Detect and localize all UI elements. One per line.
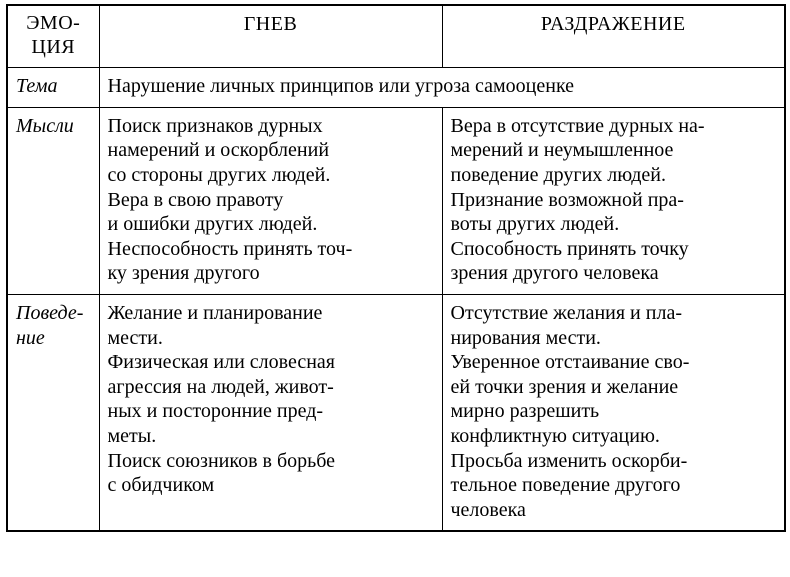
cell-behavior-irritation-line-9: человека — [450, 498, 526, 521]
row-label-thoughts-line-1: Мысли — [16, 114, 74, 137]
cell-theme-line-1: Нарушение личных принципов или угроза самооценке — [107, 75, 575, 98]
cell-behavior-irritation-line-5: мирно разрешить — [450, 400, 600, 423]
cell-theme-merged — [99, 68, 785, 108]
row-label-theme-line-1: Тема — [16, 75, 58, 98]
cell-thoughts-anger-line-5: и ошибки других людей. — [107, 213, 318, 236]
table-body — [7, 68, 785, 532]
cell-thoughts-irritation-line-6: Способность принять точку — [450, 237, 689, 260]
cell-behavior-anger-line-5: ных и посторонние пред- — [107, 400, 324, 423]
cell-thoughts-anger-line-3: со стороны других людей. — [107, 163, 331, 186]
cell-thoughts-irritation-line-2: мерений и неумышленное — [450, 139, 674, 162]
row-label-theme — [7, 68, 99, 108]
table-row-behavior — [7, 294, 785, 531]
cell-behavior-irritation-line-4: ей точки зрения и желание — [450, 375, 679, 398]
cell-behavior-irritation-line-6: конфликтную ситуацию. — [450, 424, 660, 447]
table-header — [7, 5, 785, 68]
header-emotion-line-1: ЭМО- — [26, 12, 81, 34]
row-label-behavior-line-1: Поведе- — [16, 301, 84, 324]
row-label-behavior-line-2: ние — [16, 326, 45, 349]
header-row — [7, 5, 785, 68]
cell-thoughts-anger-line-2: намерений и оскорблений — [107, 139, 330, 162]
row-label-behavior — [7, 294, 99, 531]
cell-thoughts-irritation-line-5: воты других людей. — [450, 213, 620, 236]
header-irritation: РАЗДРАЖЕНИЕ — [442, 5, 785, 68]
cell-thoughts-anger-line-1: Поиск признаков дурных — [107, 114, 323, 137]
cell-behavior-anger-line-1: Желание и планирование — [107, 301, 323, 324]
header-emotion-line-2: ЦИЯ — [31, 35, 76, 58]
cell-thoughts-anger-line-6: Неспособность принять точ- — [107, 237, 353, 260]
cell-behavior-anger — [99, 294, 442, 531]
table-row-theme — [7, 68, 785, 108]
cell-behavior-anger-line-4: агрессия на людей, живот- — [107, 375, 334, 398]
header-emotion — [7, 5, 99, 68]
row-label-thoughts — [7, 107, 99, 294]
cell-thoughts-anger-line-4: Вера в свою правоту — [107, 188, 284, 211]
cell-thoughts-irritation — [442, 107, 785, 294]
emotion-comparison-table — [6, 4, 786, 532]
cell-thoughts-irritation-line-4: Признание возможной пра- — [450, 188, 684, 211]
table-row-thoughts — [7, 107, 785, 294]
cell-behavior-anger-line-3: Физическая или словесная — [107, 351, 336, 374]
cell-thoughts-irritation-line-1: Вера в отсутствие дурных на- — [450, 114, 705, 137]
cell-behavior-anger-line-6: меты. — [107, 424, 157, 447]
cell-behavior-irritation-line-8: тельное поведение другого — [450, 474, 681, 497]
cell-behavior-irritation — [442, 294, 785, 531]
cell-behavior-anger-line-7: Поиск союзников в борьбе — [107, 449, 336, 472]
header-anger: ГНЕВ — [99, 5, 442, 68]
cell-behavior-irritation-line-1: Отсутствие желания и пла- — [450, 301, 682, 324]
cell-behavior-anger-line-2: мести. — [107, 326, 163, 349]
cell-behavior-anger-line-8: с обидчиком — [107, 474, 215, 497]
cell-behavior-irritation-line-7: Просьба изменить оскорби- — [450, 449, 688, 472]
cell-thoughts-irritation-line-7: зрения другого человека — [450, 262, 659, 285]
cell-thoughts-anger-line-7: ку зрения другого — [107, 262, 260, 285]
cell-behavior-irritation-line-3: Уверенное отстаивание сво- — [450, 351, 690, 374]
cell-thoughts-irritation-line-3: поведение других людей. — [450, 163, 666, 186]
cell-behavior-irritation-line-2: нирования мести. — [450, 326, 601, 349]
cell-thoughts-anger — [99, 107, 442, 294]
